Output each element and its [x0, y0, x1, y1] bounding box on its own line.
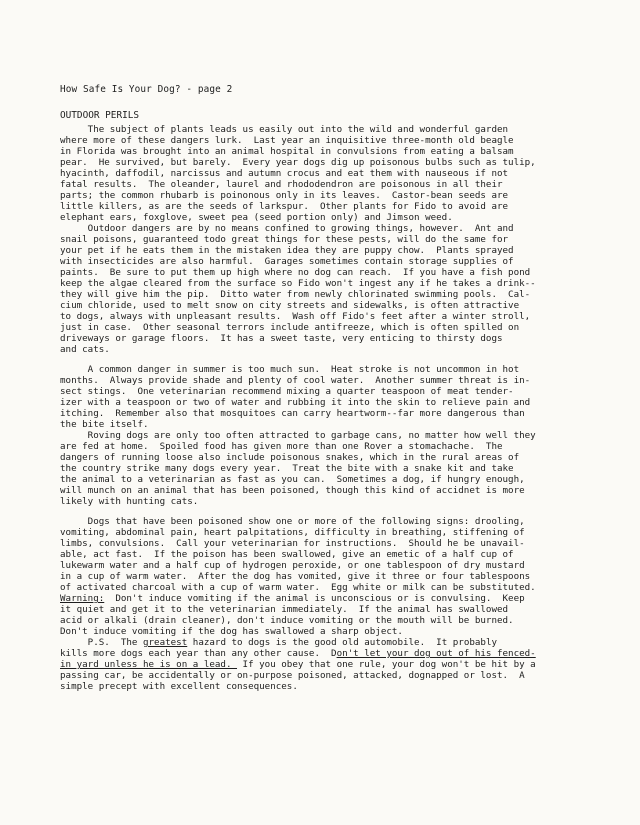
body-line: able, act fast. If the poison has been swallowed, give an emetic of a half cup of: [60, 549, 514, 560]
body-line: elephant ears, foxglove, sweet pea (seed portion only) and Jimson weed.: [60, 212, 453, 223]
body-line: snail poisons, guaranteed todo great things for these pests, will do the same for: [60, 234, 509, 245]
body-line: Outdoor dangers are by no means confined to growing things, however. Ant and: [60, 223, 514, 234]
body-line: are fed at home. Spoiled food has given more than one Rover a stomachache. The: [60, 441, 503, 452]
body-line: will munch on an animal that has been poisoned, though this kind of accidnet is more: [60, 485, 525, 496]
body-line: dangers of running loose also include poisonous snakes, which in the rural areas of: [60, 452, 520, 463]
underlined-emphasis: greatest: [142, 637, 188, 648]
body-line: vomiting, abdominal pain, heart palpitations, difficulty in breathing, stiffening of: [60, 527, 525, 538]
body-line: where more of these dangers lurk. Last year an inquisitive three-month old beagle: [60, 135, 514, 146]
paragraph-gap: [60, 355, 580, 364]
body-line: they will give him the pip. Ditto water from newly chlorinated swimming pools. Cal-: [60, 289, 531, 300]
body-line: Dogs that have been poisoned show one or more of the following signs: drooling,: [60, 516, 525, 527]
section-heading: OUTDOOR PERILS: [60, 110, 140, 121]
body-line: kills more dogs each year than any other cause. Don't let your dog out of his fenced-: [60, 648, 536, 659]
paragraph-gap: [60, 507, 580, 516]
body-line: The subject of plants leads us easily out into the wild and wonderful garden: [60, 124, 509, 135]
body-line: of activated charcoal with a cup of warm water. Egg white or milk can be substituted.: [60, 582, 536, 593]
body-line: in yard unless he is on a lead. If you obey that one rule, your dog won't be hit by a: [60, 659, 536, 670]
body-line: in Florida was brought into an animal hospital in convulsions from eating a balsam: [60, 146, 514, 157]
body-line: acid or alkali (drain cleaner), don't induce vomiting or the mouth will be burned.: [60, 615, 514, 626]
body-line: cium chloride, used to melt snow on city streets and sidewalks, is often attractive: [60, 300, 520, 311]
body-line: limbs, convulsions. Call your veterinarian for instructions. Should he be unavail-: [60, 538, 525, 549]
body-line: and cats.: [60, 344, 110, 355]
body-line: just in case. Other seasonal terrors include antifreeze, which is often spilled on: [60, 322, 520, 333]
body-line: lukewarm water and a half cup of hydrogen peroxide, or one tablespoon of dry mustard: [60, 560, 525, 571]
body-line: simple precept with excellent consequences.: [60, 681, 298, 692]
body-line: sect stings. One veterinarian recommend mixing a quarter teaspoon of meat tender-: [60, 386, 514, 397]
body-line: izer with a teaspoon or two of water and rubbing it into the skin to relieve pain and: [60, 397, 531, 408]
body-line: paints. Be sure to put them up high where no dog can reach. If you have a fish pond: [60, 267, 531, 278]
body-line: months. Always provide shade and plenty of cool water. Another summer threat is in-: [60, 375, 531, 386]
body-line: your pet if he eats them in the mistaken idea they are puppy chow. Plants sprayed: [60, 245, 514, 256]
body-line: it quiet and get it to the veterinarian immediately. If the animal has swallowed: [60, 604, 509, 615]
underlined-emphasis: in yard unless he is on a lead.: [60, 659, 238, 670]
body-line: fatal results. The oleander, laurel and rhododendron are poisonous in all their: [60, 179, 503, 190]
page-header-title: How Safe Is Your Dog? - page 2: [60, 84, 233, 95]
body-line: in a cup of warm water. After the dog has vomited, give it three or four tablespoons: [60, 571, 531, 582]
body-line: Don't induce vomiting if the dog has swallowed a sharp object.: [60, 626, 403, 637]
body-line: P.S. The greatest hazard to dogs is the good old automobile. It probably: [60, 637, 498, 648]
body-line: the bite itself.: [60, 419, 149, 430]
article-body: [60, 124, 580, 692]
body-line: pear. He survived, but barely. Every year dogs dig up poisonous bulbs such as tulip,: [60, 157, 536, 168]
underlined-emphasis: on't let your dog out of his fenced-: [336, 648, 536, 659]
body-line: A common danger in summer is too much sun. Heat stroke is not uncommon in hot: [60, 364, 520, 375]
underlined-emphasis: Warning:: [60, 593, 105, 604]
body-line: with insecticides are also harmful. Garages sometimes contain storage supplies of: [60, 256, 514, 267]
body-line: little killers, as are the seeds of larkspur. Other plants for Fido to avoid are: [60, 201, 509, 212]
body-line: the animal to a veterinarian as fast as you can. Sometimes a dog, if hungry enough,: [60, 474, 525, 485]
body-line: keep the algae cleared from the surface so Fido won't ingest any if he takes a drink--: [60, 278, 536, 289]
body-line: driveways or garage floors. It has a sweet taste, very enticing to thirsty dogs: [60, 333, 503, 344]
body-line: passing car, be accidentally or on-purpose poisoned, attacked, dognapped or lost. A: [60, 670, 525, 681]
body-line: Roving dogs are only too often attracted to garbage cans, no matter how well they: [60, 430, 536, 441]
body-line: parts; the common rhubarb is poinonous only in its leaves. Castor-bean seeds are: [60, 190, 509, 201]
body-line: itching. Remember also that mosquitoes can carry heartworm--far more dangerous than: [60, 408, 525, 419]
body-line: likely with hunting cats.: [60, 496, 199, 507]
body-line: hyacinth, daffodil, narcissus and autumn crocus and eat them with nauseous if not: [60, 168, 509, 179]
body-line: the country strike many dogs every year. Treat the bite with a snake kit and take: [60, 463, 514, 474]
body-line: Warning: Don't induce vomiting if the animal is unconscious or is convulsing. Keep: [60, 593, 525, 604]
body-line: to dogs, always with unpleasant results. Wash off Fido's feet after a winter stroll,: [60, 311, 531, 322]
